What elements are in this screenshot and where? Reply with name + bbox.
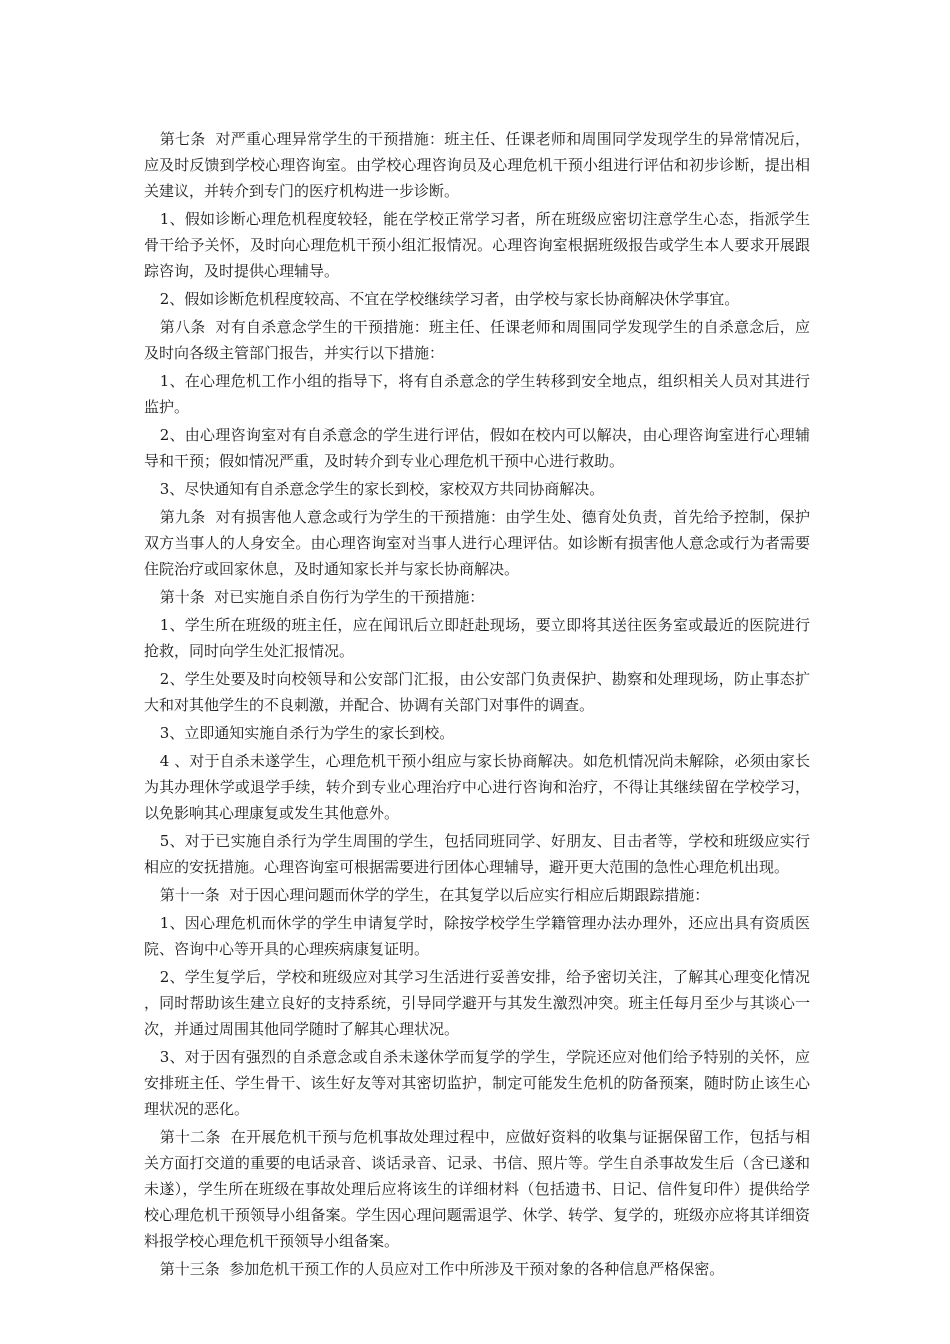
document-body	[144, 126, 810, 1284]
paragraph-article-7-item-1: 1、假如诊断心理危机程度较轻，能在学校正常学习者，所在班级应密切注意学生心态，指派学生骨干给予关怀，及时向心理危机干预小组汇报情况。心理咨询室根据班级报告或学生本人要求开展跟踪咨询，及时提供心理辅导。	[144, 210, 810, 280]
paragraph-article-8-item-2: 2、由心理咨询室对有自杀意念的学生进行评估，假如在校内可以解决，由心理咨询室进行心理辅导和干预；假如情况严重，及时转介到专业心理危机干预中心进行救助。	[144, 426, 810, 470]
paragraph-article-12: 第十二条 在开展危机干预与危机事故处理过程中，应做好资料的收集与证据保留工作，包括与相关方面打交道的重要的电话录音、谈话录音、记录、书信、照片等。学生自杀事故发生后（含已遂和未遂），学生所在班级在事故处理后应将该生的详细材料（包括遗书、日记、信件复印件）提供给学校心理危机干预领导小组备案。学生因心理问题需退学、休学、转学、复学的，班级亦应将其详细资料报学校心理危机干预领导小组备案。	[144, 1128, 810, 1250]
paragraph-article-8-item-3: 3、尽快通知有自杀意念学生的家长到校，家校双方共同协商解决。	[159, 480, 605, 498]
paragraph-article-10-item-2: 2、学生处要及时向校领导和公安部门汇报，由公安部门负责保护、勘察和处理现场，防止事态扩大和对其他学生的不良刺激，并配合、协调有关部门对事件的调查。	[144, 670, 810, 714]
paragraph-article-7-item-2: 2、假如诊断危机程度较高、不宜在学校继续学习者，由学校与家长协商解决休学事宜。	[159, 290, 740, 308]
paragraph-article-9: 第九条 对有损害他人意念或行为学生的干预措施：由学生处、德育处负责，首先给予控制，保护双方当事人的人身安全。由心理咨询室对当事人进行心理评估。如诊断有损害他人意念或行为者需要住院治疗或回家休息，及时通知家长并与家长协商解决。	[144, 508, 810, 578]
paragraph-article-11-item-2: 2、学生复学后，学校和班级应对其学习生活进行妥善安排，给予密切关注，了解其心理变化情况，同时帮助该生建立良好的支持系统，引导同学避开与其发生激烈冲突。班主任每月至少与其谈心一次，并通过周围其他同学随时了解其心理状况。	[144, 968, 810, 1038]
paragraph-article-10: 第十条 对已实施自杀自伤行为学生的干预措施：	[159, 588, 485, 606]
paragraph-article-10-item-4: 4 、对于自杀未遂学生，心理危机干预小组应与家长协商解决。如危机情况尚未解除，必须由家长为其办理休学或退学手续，转介到专业心理治疗中心进行咨询和治疗，不得让其继续留在学校学习，以免影响其心理康复或发生其他意外。	[144, 752, 810, 822]
paragraph-article-10-item-3: 3、立即通知实施自杀行为学生的家长到校。	[159, 724, 455, 742]
paragraph-article-10-item-1: 1、学生所在班级的班主任，应在闻讯后立即赶赴现场，要立即将其送往医务室或最近的医院进行抢救，同时向学生处汇报情况。	[144, 616, 810, 660]
paragraph-article-13: 第十三条 参加危机干预工作的人员应对工作中所涉及干预对象的各种信息严格保密。	[159, 1260, 725, 1278]
paragraph-article-11: 第十一条 对于因心理问题而休学的学生，在其复学以后应实行相应后期跟踪措施：	[159, 886, 710, 904]
paragraph-article-8-item-1: 1、在心理危机工作小组的指导下，将有自杀意念的学生转移到安全地点，组织相关人员对其进行监护。	[144, 372, 810, 416]
paragraph-article-10-item-5: 5、对于已实施自杀行为学生周围的学生，包括同班同学、好朋友、目击者等，学校和班级应实行相应的安抚措施。心理咨询室可根据需要进行团体心理辅导，避开更大范围的急性心理危机出现。	[144, 832, 810, 876]
paragraph-article-11-item-3: 3、对于因有强烈的自杀意念或自杀未遂休学而复学的学生，学院还应对他们给予特别的关怀，应安排班主任、学生骨干、该生好友等对其密切监护，制定可能发生危机的防备预案，随时防止该生心理状况的恶化。	[144, 1048, 810, 1118]
paragraph-article-11-item-1: 1、因心理危机而休学的学生申请复学时，除按学校学生学籍管理办法办理外，还应出具有资质医院、咨询中心等开具的心理疾病康复证明。	[144, 914, 810, 958]
paragraph-article-7: 第七条 对严重心理异常学生的干预措施：班主任、任课老师和周围同学发现学生的异常情况后，应及时反馈到学校心理咨询室。由学校心理咨询员及心理危机干预小组进行评估和初步诊断，提出相关建议，并转介到专门的医疗机构进一步诊断。	[144, 130, 810, 200]
paragraph-article-8: 第八条 对有自杀意念学生的干预措施：班主任、任课老师和周围同学发现学生的自杀意念后，应及时向各级主管部门报告，并实行以下措施：	[144, 318, 810, 362]
